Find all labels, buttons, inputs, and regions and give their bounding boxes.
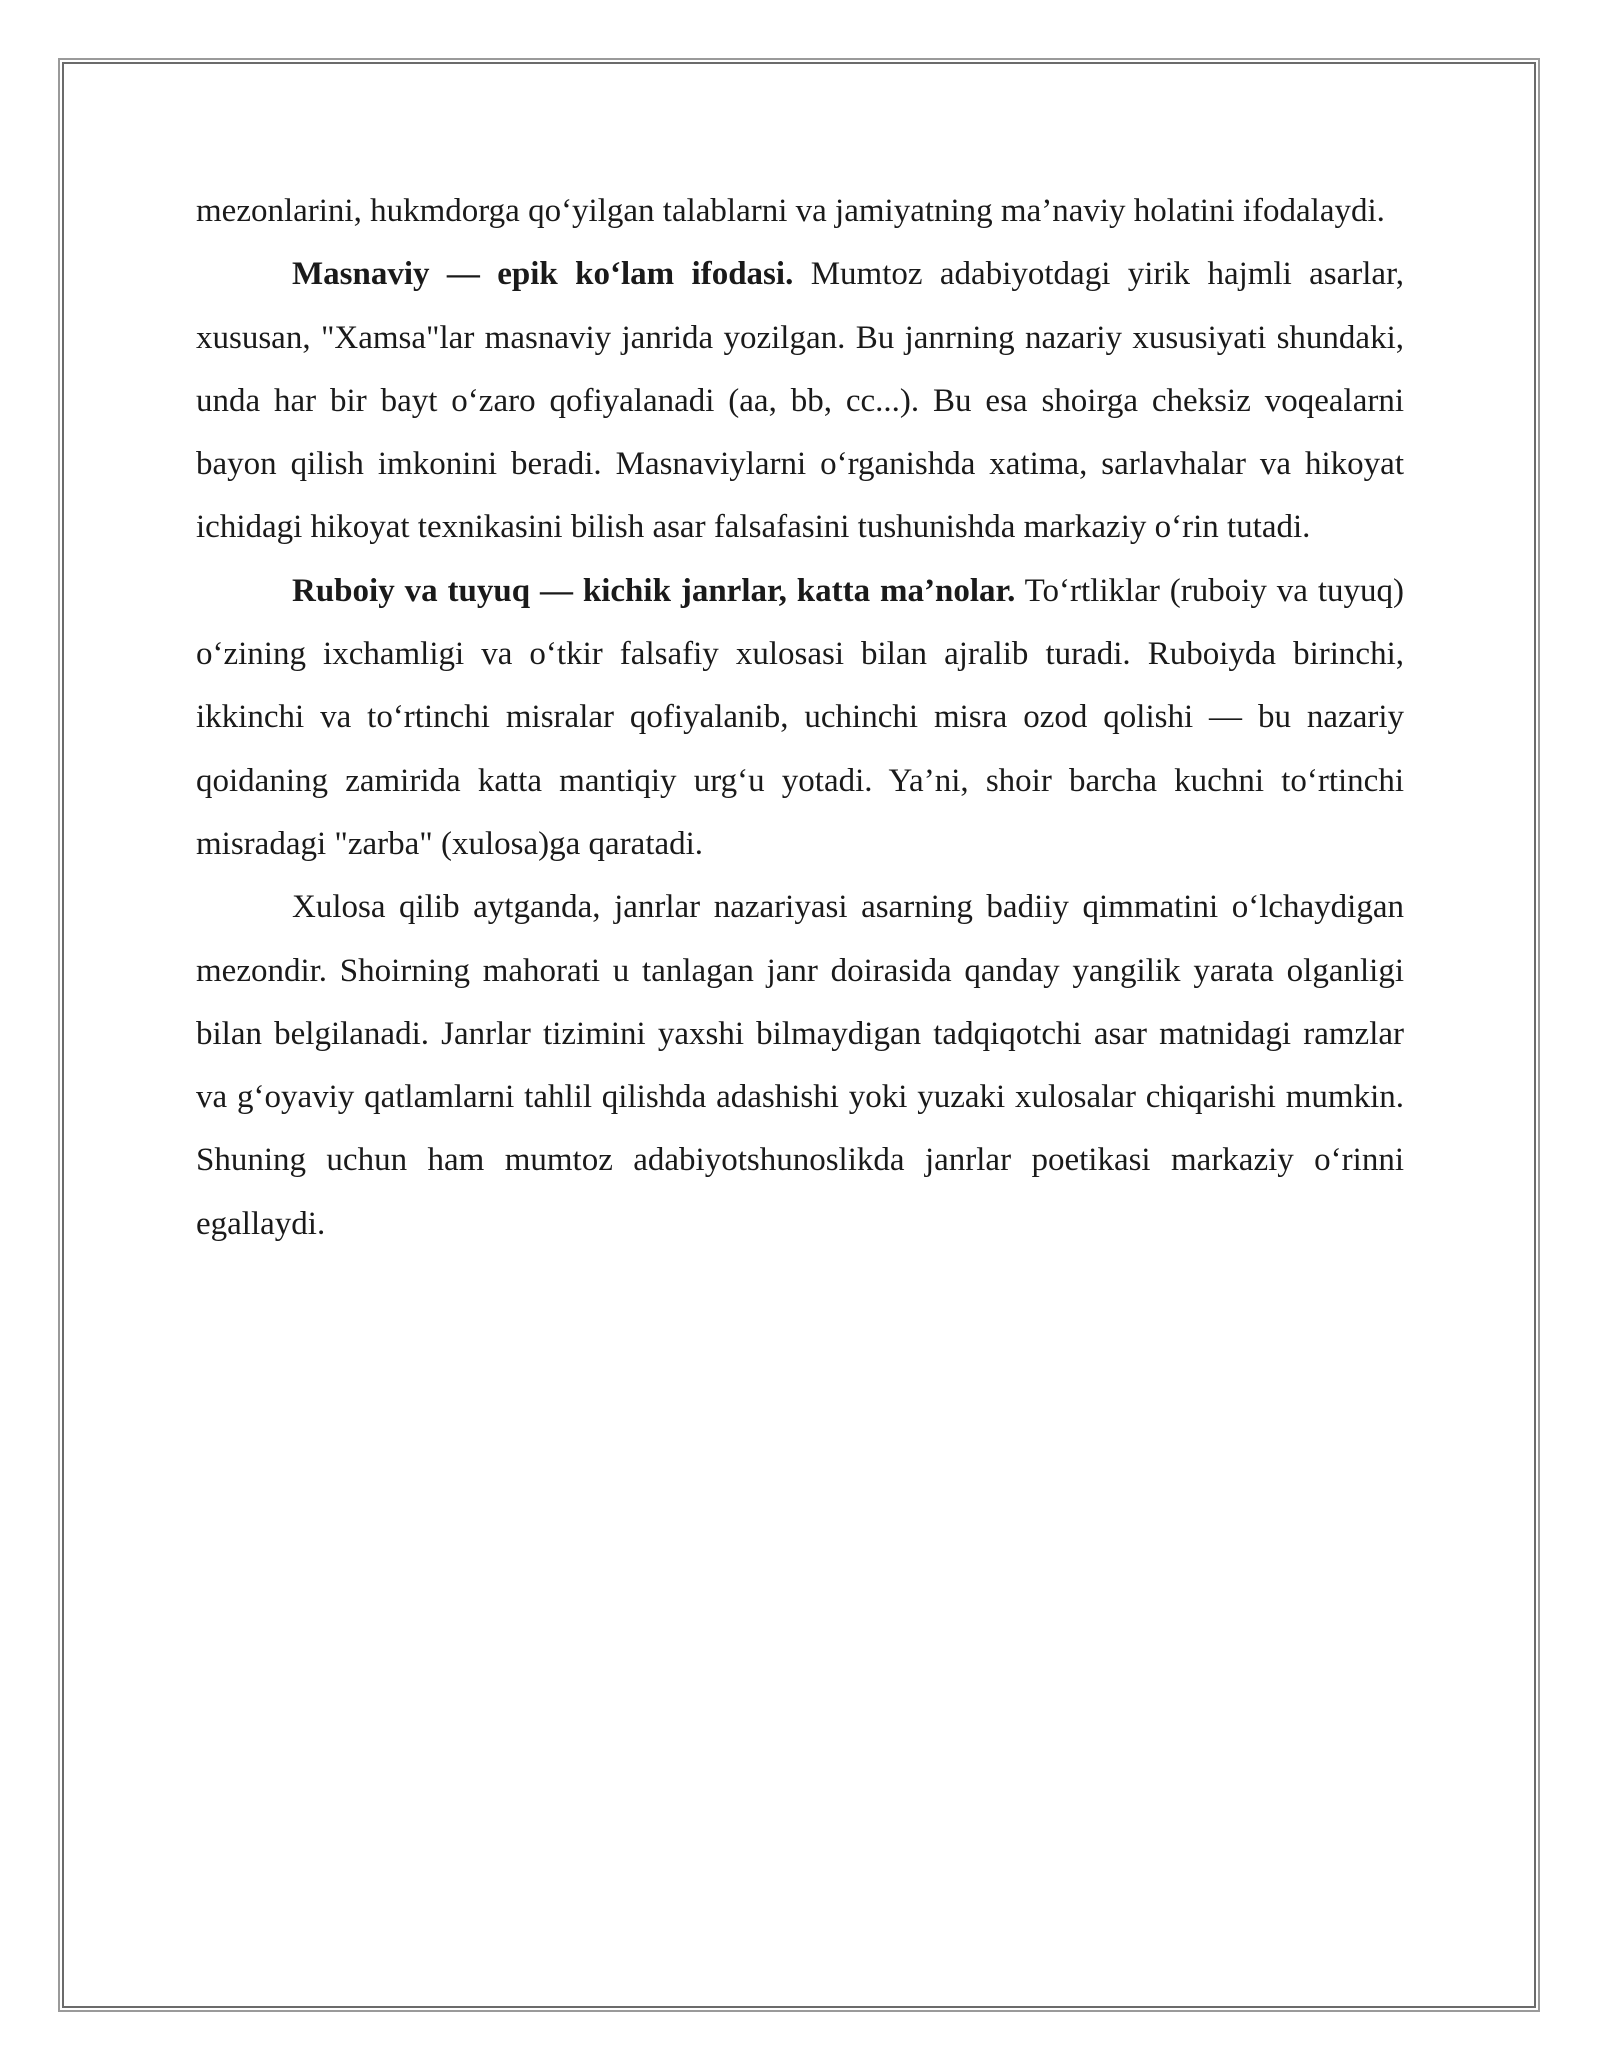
paragraph-heading: Ruboiy va tuyuq — kichik janrlar, katta ma’nolar. [292,572,1016,609]
paragraph-conclusion [196,876,1404,1256]
paragraph-masnaviy [196,243,1404,559]
paragraph-continuation [196,180,1404,243]
paragraph-text: Mumtoz adabiyotdagi yirik hajmli asarlar, xususan, "Xamsa"lar masnaviy janrida yozilgan. Bu janrning nazariy xususiyati shundaki, unda har bir bayt o‘zaro qofiyalanadi (aa, bb, cc...). Bu esa shoirga cheksiz voqealarni bayon qilish imkonini beradi. Masnaviylarni o‘rganishda xatima, sarlavhalar va hikoyat ichidagi hikoyat texnikasini bilish asar falsafasini tushunishda markaziy o‘rin tutadi. [196,256,1404,546]
document-body [196,180,1404,1256]
paragraph-text: To‘rtliklar (ruboiy va tuyuq) o‘zining ixchamligi va o‘tkir falsafiy xulosasi bilan ajralib turadi. Ruboiyda birinchi, ikkinchi va to‘rtinchi misralar qofiyalanib, uchinchi misra ozod qolishi — bu nazariy qoidaning zamirida katta mantiqiy urg‘u yotadi. Ya’ni, shoir barcha kuchni to‘rtinchi misradagi "zarba" (xulosa)ga qaratadi. [196,572,1404,862]
paragraph-text: Xulosa qilib aytganda, janrlar nazariyasi asarning badiiy qimmatini o‘lchaydigan mezondir. Shoirning mahorati u tanlagan janr doirasida qanday yangilik yarata olganligi bilan belgilanadi. Janrlar tizimini yaxshi bilmaydigan tadqiqotchi asar matnidagi ramzlar va g‘oyaviy qatlamlarni tahlil qilishda adashishi yoki yuzaki xulosalar chiqarishi mumkin. Shuning uchun ham mumtoz adabiyotshunoslikda janrlar poetikasi markaziy o‘rinni egallaydi. [196,889,1404,1242]
paragraph-ruboiy [196,560,1404,876]
paragraph-heading: Masnaviy — epik ko‘lam ifodasi. [292,256,794,293]
paragraph-text: mezonlarini, hukmdorga qo‘yilgan talablarni va jamiyatning ma’naviy holatini ifodalaydi. [196,193,1385,229]
